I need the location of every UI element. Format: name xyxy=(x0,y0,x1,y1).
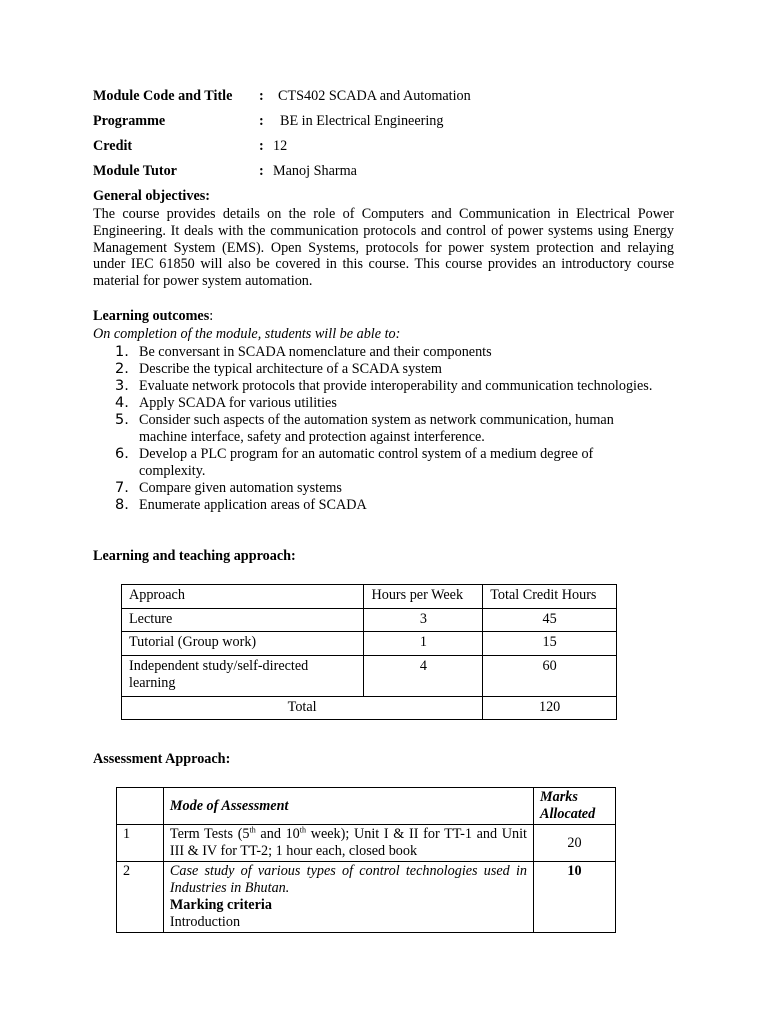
assessment-approach-heading: Assessment Approach: xyxy=(93,751,231,767)
general-objectives-text: The course provides details on the role of Computers and Communication in Electrical Power Engineering. It deals with the communication protocols and control of power systems using Energy Management System (EMS). Open Systems, protocols for power system protection and relaying under IEC 61850 will also be covered in this course. This course provides an introductory course material for power system automation. xyxy=(93,206,674,290)
table-header: Mode of Assessment xyxy=(163,788,533,825)
list-number: 6. xyxy=(115,446,129,462)
learning-outcomes-intro: On completion of the module, students will be able to: xyxy=(93,326,401,342)
table-cell: 20 xyxy=(534,825,616,862)
list-number: 8. xyxy=(115,497,129,513)
table-cell: 3 xyxy=(364,608,483,632)
table-cell: Independent study/self-directed learning xyxy=(122,655,364,696)
general-objectives-heading: General objectives: xyxy=(93,188,211,204)
list-item xyxy=(93,395,653,412)
list-item-text: Be conversant in SCADA nomenclature and their components xyxy=(139,344,492,360)
row2-criteria-first: Introduction xyxy=(169,914,241,930)
table-row xyxy=(117,862,616,933)
list-item xyxy=(93,446,653,480)
marks-header-line1: Marks xyxy=(540,789,578,805)
learning-outcomes-list xyxy=(93,344,653,514)
module-tutor-label: Module Tutor xyxy=(93,163,177,179)
table-cell: Lecture xyxy=(122,608,364,632)
list-item-text: Enumerate application areas of SCADA xyxy=(139,497,367,513)
table-cell: 1 xyxy=(364,632,483,656)
list-item-text: Consider such aspects of the automation system as network communication, human machine interface, safety and protection against interference. xyxy=(139,412,614,445)
colon: : xyxy=(259,138,264,154)
table-row xyxy=(117,825,616,862)
credit-label: Credit xyxy=(93,138,133,154)
list-number: 4. xyxy=(115,395,129,411)
list-item xyxy=(93,480,653,497)
programme-value: BE in Electrical Engineering xyxy=(280,113,444,129)
table-row xyxy=(122,632,617,656)
list-item xyxy=(93,497,653,514)
list-number: 7. xyxy=(115,480,129,496)
table-row xyxy=(122,608,617,632)
list-number: 5. xyxy=(115,412,129,428)
list-item-text: Describe the typical architecture of a SCADA system xyxy=(139,361,442,377)
colon: : xyxy=(259,88,264,104)
list-number: 3. xyxy=(115,378,129,394)
table-cell: 45 xyxy=(483,608,617,632)
table-cell xyxy=(163,862,533,933)
row1-text-a: Term Tests (5 xyxy=(169,826,250,842)
module-tutor-value: Manoj Sharma xyxy=(273,163,357,179)
colon: : xyxy=(259,113,264,129)
marks-header-line2: Allocated xyxy=(540,806,596,822)
table-header-row xyxy=(122,585,617,609)
table-cell: 4 xyxy=(364,655,483,696)
row1-text-b: and 10 xyxy=(255,826,300,842)
row1-text-c: week); Unit I & II for TT-1 and Unit III & IV for TT-2; 1 hour each, closed book xyxy=(169,826,528,859)
programme-label: Programme xyxy=(93,113,166,129)
table-cell: 1 xyxy=(117,825,164,862)
list-number: 1. xyxy=(115,344,129,360)
list-item xyxy=(93,378,653,395)
table-total-row xyxy=(122,696,617,720)
table-header-empty xyxy=(117,788,164,825)
table-cell: 15 xyxy=(483,632,617,656)
table-header: Total Credit Hours xyxy=(483,585,617,609)
learning-outcomes-heading xyxy=(93,308,213,325)
table-cell: 60 xyxy=(483,655,617,696)
table-header-row xyxy=(117,788,616,825)
row2-criteria-label: Marking criteria xyxy=(169,897,272,913)
list-item-text: Apply SCADA for various utilities xyxy=(139,395,337,411)
table-cell: 2 xyxy=(117,862,164,933)
table-total-label: Total xyxy=(122,696,483,720)
module-code-label: Module Code and Title xyxy=(93,88,233,104)
table-cell xyxy=(163,825,533,862)
credit-value: 12 xyxy=(273,138,288,154)
row2-case-study: Case study of various types of control technologies used in Industries in Bhutan. xyxy=(169,863,528,896)
learning-outcomes-colon: : xyxy=(209,308,214,324)
module-code-value: CTS402 SCADA and Automation xyxy=(278,88,471,104)
list-item-text: Develop a PLC program for an automatic control system of a medium degree of complexity. xyxy=(139,446,594,479)
row1-sup1: th xyxy=(249,825,256,835)
table-header: Approach xyxy=(122,585,364,609)
list-item xyxy=(93,412,653,446)
table-total-value: 120 xyxy=(483,696,617,720)
learning-outcomes-title: Learning outcomes xyxy=(93,308,210,324)
table-header: Hours per Week xyxy=(364,585,483,609)
assessment-table xyxy=(116,787,616,933)
teaching-approach-table xyxy=(121,584,617,720)
table-cell: Tutorial (Group work) xyxy=(122,632,364,656)
list-item-text: Compare given automation systems xyxy=(139,480,342,496)
list-item xyxy=(93,344,653,361)
list-number: 2. xyxy=(115,361,129,377)
list-item xyxy=(93,361,653,378)
table-row xyxy=(122,655,617,696)
row1-sup2: th xyxy=(299,825,307,835)
colon: : xyxy=(259,163,264,179)
table-header xyxy=(534,788,616,825)
list-item-text: Evaluate network protocols that provide interoperability and communication technologies. xyxy=(139,378,653,394)
teaching-approach-heading: Learning and teaching approach: xyxy=(93,548,296,564)
table-cell: 10 xyxy=(534,862,616,933)
